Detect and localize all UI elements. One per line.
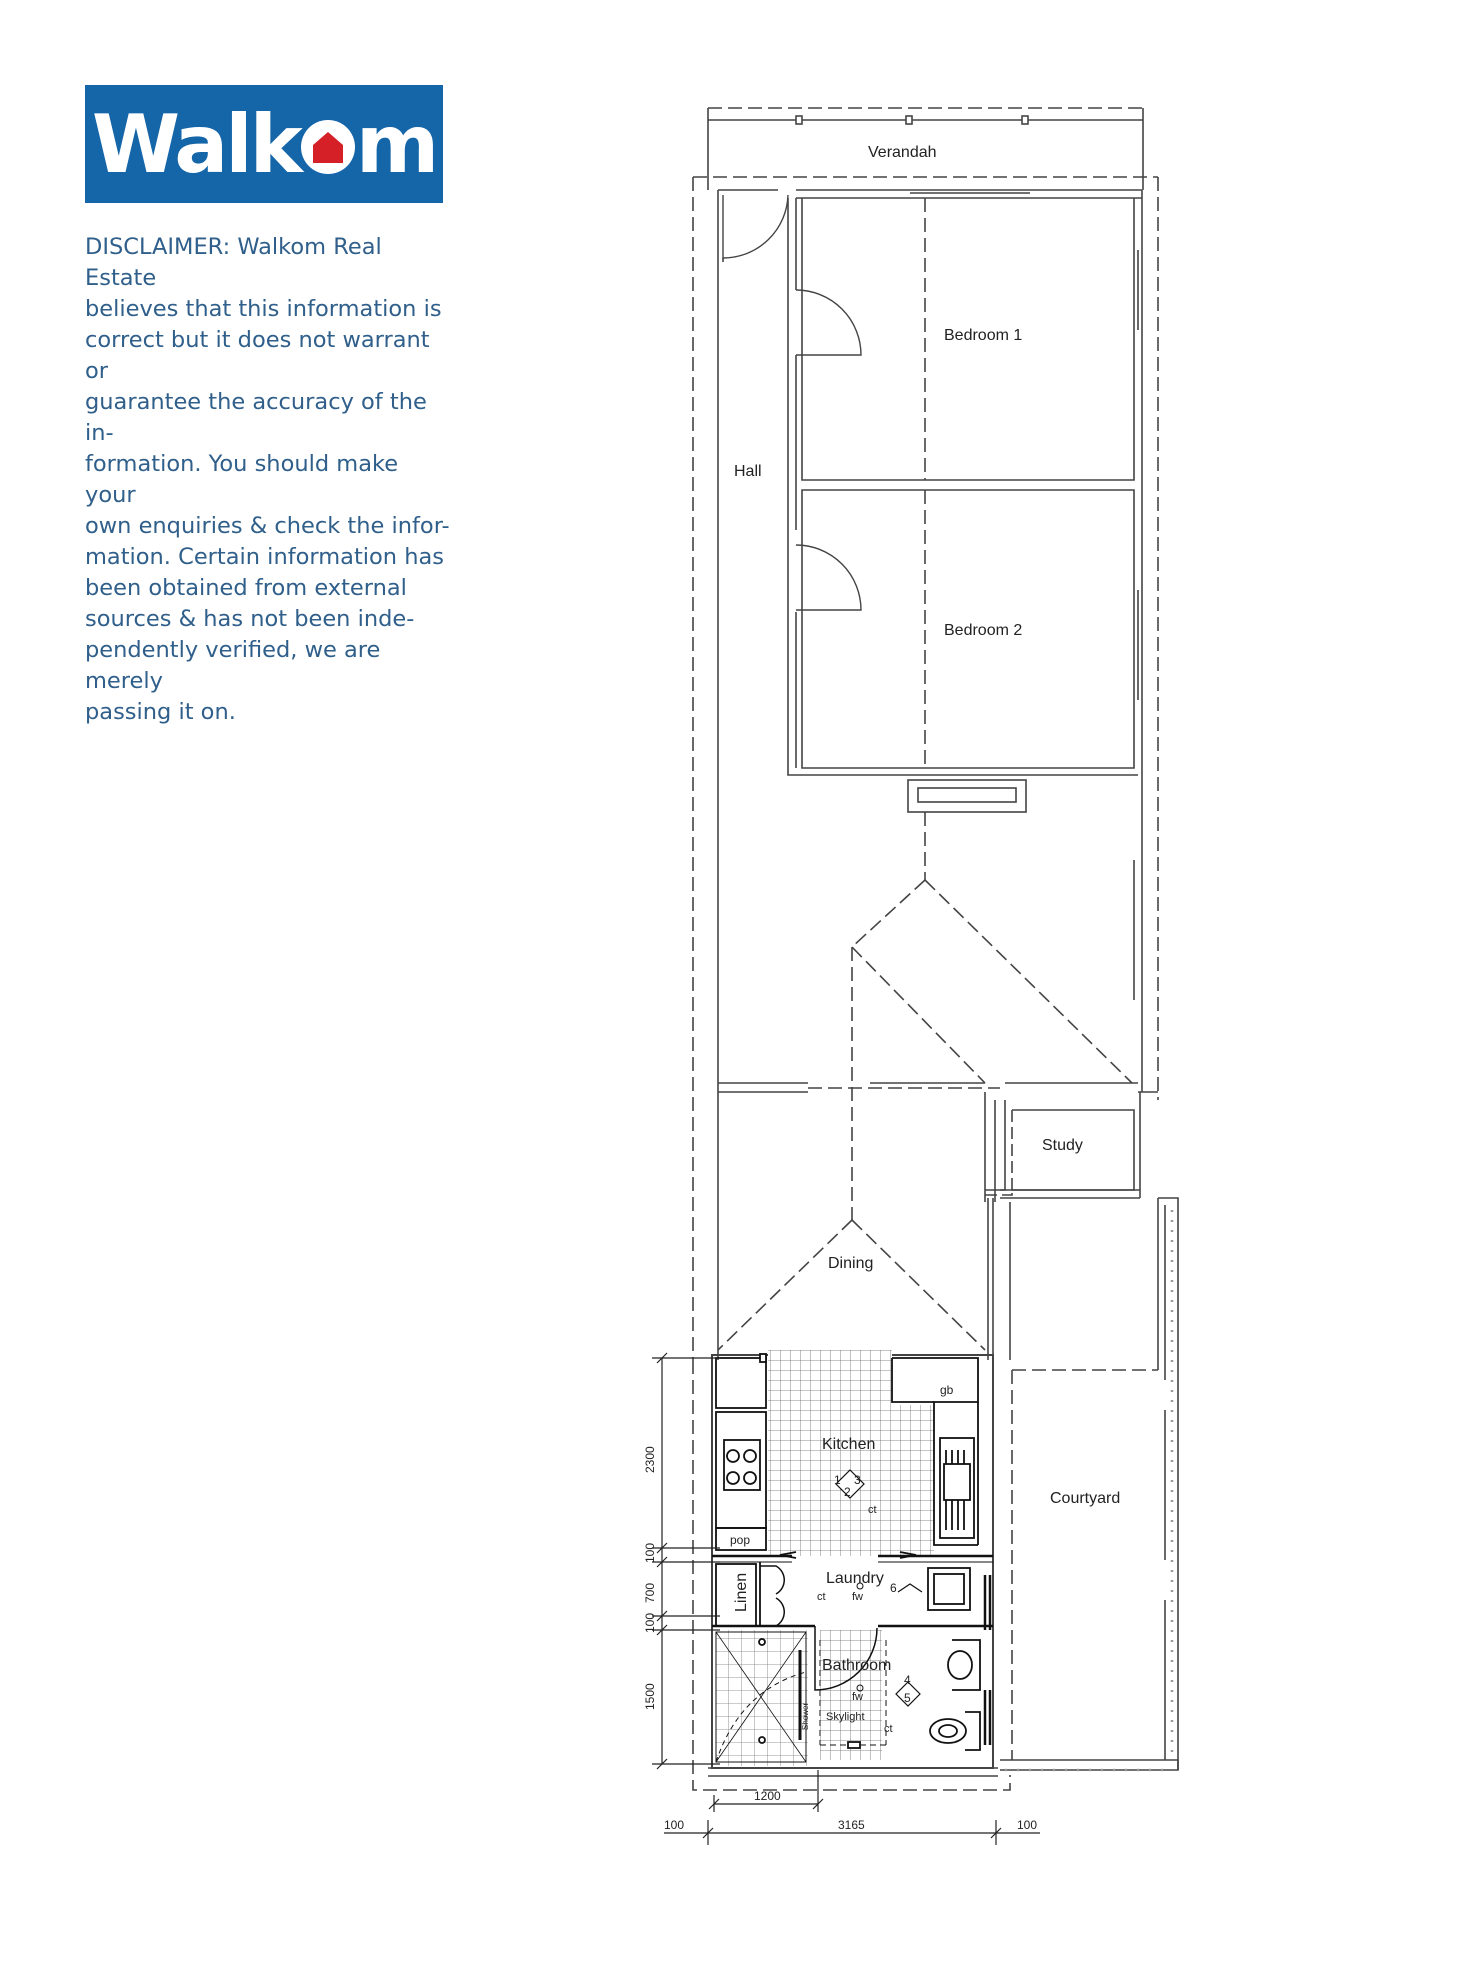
disclaimer-line: pendently verified, we are merely — [85, 637, 381, 694]
dim-100-right: 100 — [1017, 1818, 1038, 1832]
label-ct-kitchen: ct — [868, 1504, 877, 1516]
dim-100-a: 100 — [643, 1542, 657, 1563]
label-n3: 3 — [854, 1473, 861, 1487]
label-n4: 4 — [904, 1673, 911, 1687]
label-linen: Linen — [733, 1572, 750, 1612]
label-bedroom-1: Bedroom 1 — [944, 327, 1023, 344]
label-skylight: Skylight — [826, 1711, 865, 1723]
disclaimer-line: own enquiries & check the infor- — [85, 513, 450, 539]
dim-100-b: 100 — [643, 1612, 657, 1633]
label-ct-laundry: ct — [817, 1591, 826, 1603]
dim-3165: 3165 — [838, 1818, 865, 1832]
disclaimer-line: correct but it does not warrant or — [85, 327, 430, 384]
label-n5: 5 — [904, 1691, 911, 1705]
label-bathroom: Bathroom — [822, 1657, 892, 1674]
label-n6: 6 — [890, 1581, 897, 1595]
label-n1: 1 — [834, 1473, 841, 1487]
disclaimer-line: passing it on. — [85, 699, 236, 725]
label-pop: pop — [730, 1533, 751, 1547]
disclaimer-line: formation. You should make your — [85, 451, 399, 508]
dim-1200: 1200 — [754, 1789, 781, 1803]
label-study: Study — [1042, 1137, 1083, 1154]
label-fw-laundry: fw — [852, 1591, 863, 1603]
disclaimer-line: been obtained from external — [85, 575, 407, 601]
label-courtyard: Courtyard — [1050, 1490, 1121, 1507]
label-n2: 2 — [844, 1485, 851, 1499]
label-kitchen: Kitchen — [822, 1436, 876, 1453]
logo-text-left: Walk — [91, 97, 300, 191]
label-dining: Dining — [828, 1255, 874, 1272]
disclaimer-line: guarantee the accuracy of the in- — [85, 389, 427, 446]
label-fw-bathroom: fw — [852, 1691, 863, 1703]
label-shower: Shower — [801, 1702, 810, 1730]
disclaimer-line: believes that this information is — [85, 296, 442, 322]
logo-text-right: m — [355, 97, 437, 191]
label-laundry: Laundry — [826, 1570, 884, 1587]
dim-700: 700 — [643, 1582, 657, 1603]
label-gb: gb — [940, 1383, 954, 1397]
label-verandah: Verandah — [868, 144, 937, 161]
disclaimer-line: sources & has not been inde- — [85, 606, 415, 632]
disclaimer-line: mation. Certain information has — [85, 544, 444, 570]
dim-1500: 1500 — [643, 1683, 657, 1710]
label-bedroom-2: Bedroom 2 — [944, 622, 1023, 639]
dim-100-left: 100 — [664, 1818, 685, 1832]
disclaimer-line: DISCLAIMER: Walkom Real Estate — [85, 234, 382, 291]
dim-2300: 2300 — [643, 1446, 657, 1473]
label-hall: Hall — [734, 463, 762, 480]
label-ct-bathroom: ct — [884, 1723, 893, 1735]
